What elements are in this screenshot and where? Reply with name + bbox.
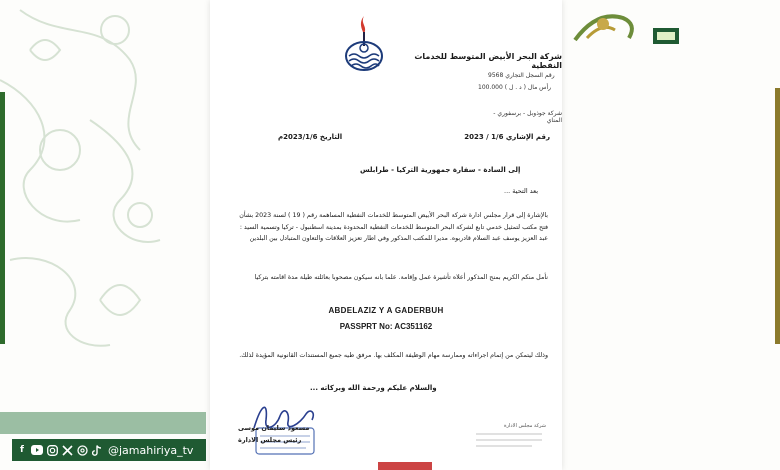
threads-icon[interactable] bbox=[76, 444, 88, 456]
company-address: شركة جوذوبل - برسفوري - المناي bbox=[493, 110, 562, 124]
company-logo bbox=[344, 14, 384, 76]
registration-number: رقم السجل التجاري 9568 bbox=[488, 72, 555, 79]
person-name: ABDELAZIZ Y A GADERBUH bbox=[328, 306, 444, 315]
x-icon[interactable] bbox=[61, 444, 73, 456]
tiktok-icon[interactable] bbox=[91, 444, 103, 456]
signatory-title: رئيس مجلس الادارة bbox=[238, 436, 302, 444]
footer-stamp-lines bbox=[472, 430, 546, 450]
banner-band bbox=[0, 412, 206, 434]
social-bar bbox=[12, 439, 206, 461]
letter-date: التاريخ 2023/1/6م bbox=[278, 133, 343, 141]
company-name: شركة البحر الأبيض المتوسط للخدمات النفطية bbox=[414, 52, 562, 70]
official-letter bbox=[210, 0, 562, 470]
passport-number: PASSPRT No: AC351162 bbox=[339, 322, 433, 331]
request-paragraph: نأمل منكم الكريم بمنح المذكور أعلاه تأشيرة عمل وإقامة. علما بانه سيكون مصحوبا بعائلته طيلة مدة اقامته بتركيا bbox=[254, 274, 548, 281]
recipient-line: إلى السادة - سفارة جمهورية التركيا - طرابلس bbox=[360, 166, 521, 174]
body-paragraph: بالإشارة إلى قرار مجلس ادارة شركة البحر الأبيض المتوسط للخدمات النفطية المساهمة رقم ( 19 ) لسنة 2023 بشأن فتح مكتب لتمثيل خدمي تابع لشركة البحر المتوسط للخدمات النفطية المحدودة بمدينة اسطنبول - تركيا وتسمية السيد : عبد العزيز يوسف عبد السلام قادربوه. مديرا للمكتب المذكور وفي اطار تعزيز العلاقات والتعاون المتبادل بين البلدين bbox=[239, 212, 548, 242]
closing-line: والسلام عليكم ورحمة الله وبركاته ... bbox=[310, 384, 437, 392]
left-accent-bar bbox=[0, 92, 5, 344]
signatory-name: مسعود سليمان موسى bbox=[238, 424, 310, 432]
social-banner bbox=[0, 412, 206, 470]
youtube-icon[interactable] bbox=[31, 444, 43, 456]
company-capital: رأس مال ( د . ل ) 100.000 bbox=[478, 84, 552, 91]
channel-logo bbox=[567, 4, 682, 48]
facebook-icon[interactable]: f bbox=[20, 445, 24, 455]
right-accent-bar bbox=[775, 88, 780, 344]
footer-stamp bbox=[472, 422, 546, 462]
decorative-arabesque bbox=[0, 0, 200, 470]
channel-handle[interactable]: @jamahiriya_tv bbox=[108, 443, 194, 457]
greeting: بعد التحية ... bbox=[504, 187, 539, 195]
footer-stamp-text: شركة مجلس الادارة bbox=[503, 423, 546, 429]
page-edge-marker bbox=[378, 462, 432, 470]
closing-paragraph: وذلك ليتمكن من إتمام اجراءاته وممارسة مهام الوظيفة المكلف بها. مرفق طيه جميع المستندات القانونية المؤيدة لذلك. bbox=[239, 352, 548, 359]
instagram-icon[interactable] bbox=[46, 444, 58, 456]
reference-number: رقم الإشاري 1/6 / 2023 bbox=[464, 133, 550, 141]
